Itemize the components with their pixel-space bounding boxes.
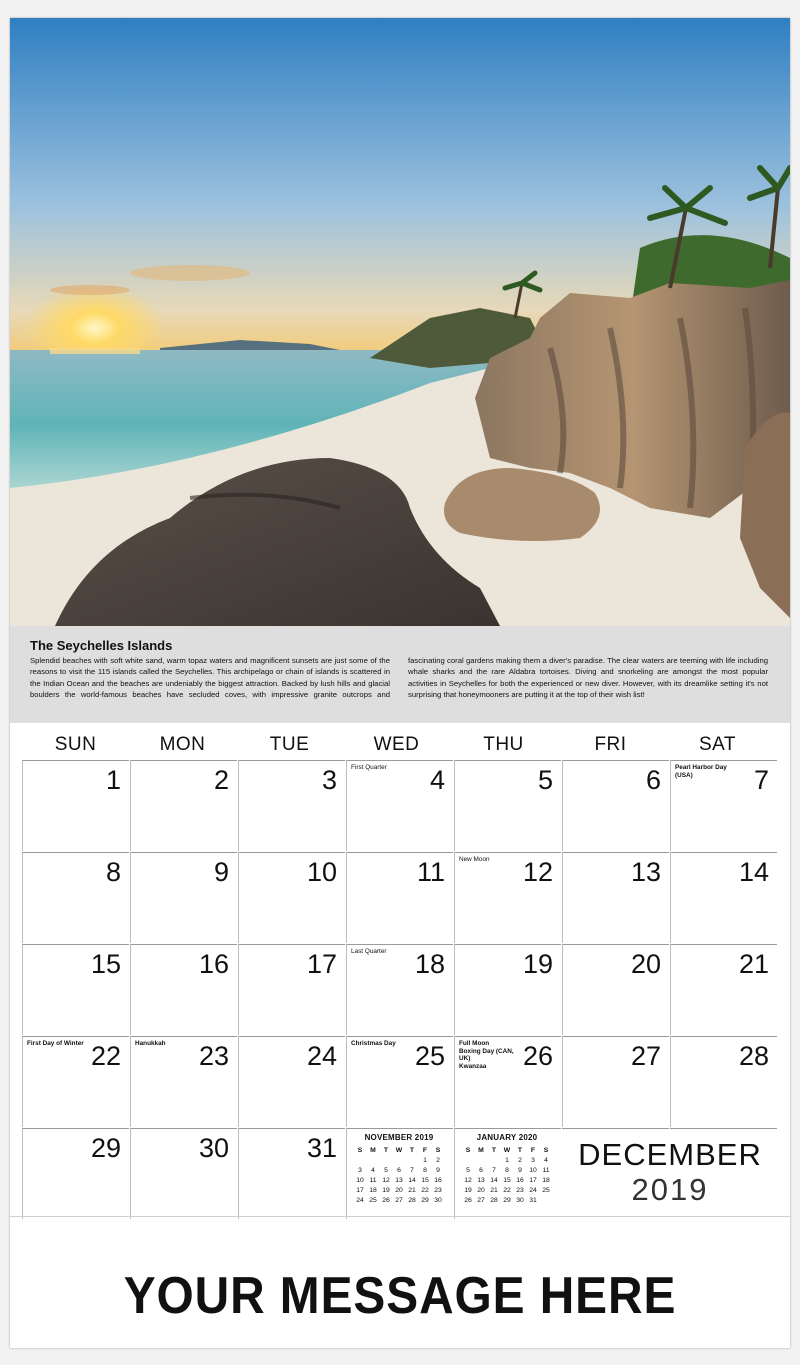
day-number: 5 <box>537 765 553 795</box>
weekday-sun: SUN <box>54 734 97 755</box>
mini-weekday: S <box>465 1146 471 1154</box>
mini-day <box>488 1155 501 1165</box>
mini-calendar-table <box>462 1145 553 1205</box>
day-number: 27 <box>630 1041 661 1071</box>
mini-day: 28 <box>490 1196 498 1204</box>
day-number: 17 <box>306 949 337 979</box>
day-cell <box>22 760 129 851</box>
mini-day: 10 <box>529 1166 537 1174</box>
mini-day <box>367 1155 380 1165</box>
mini-day: 12 <box>382 1176 390 1184</box>
day-cell <box>130 1128 237 1219</box>
mini-weekday: T <box>409 1146 415 1154</box>
day-event: New Moon <box>459 856 490 863</box>
day-cell <box>130 852 237 943</box>
mini-day: 5 <box>466 1166 470 1174</box>
mini-day: 13 <box>395 1176 403 1184</box>
mini-day: 25 <box>369 1196 377 1204</box>
mini-day: 29 <box>421 1196 429 1204</box>
mini-day: 8 <box>505 1166 509 1174</box>
weekday-thu: THU <box>483 734 524 755</box>
mini-day: 16 <box>516 1176 524 1184</box>
day-cell <box>454 944 561 1035</box>
mini-day: 30 <box>516 1196 524 1204</box>
day-number: 1 <box>105 765 121 795</box>
day-number: 25 <box>414 1041 445 1071</box>
mini-calendar-title: NOVEMBER 2019 <box>364 1133 434 1142</box>
mini-day: 26 <box>464 1196 472 1204</box>
description-body: Splendid beaches with soft white sand, warm topaz waters and magnificent sunsets are just some of the reasons to visit the 115 islands called the Seychelles. This archipelago or chain of islands is scattered in the Indian Ocean and the beaches are undeniably the biggest attraction. Backed by lush hills and glacial boulders the world-famous beaches have secluded coves, with impressive granite outcrops and fascinating coral gardens making them a diver's paradise. The clear waters are teeming with life including whale sharks and the rare Aldabra tortoises. Diving and snorkeling are amongst the most popular activities in Seychelles for both the experienced or new diver. However, with its dreamlike setting it's not surprising that honeymooners are putting it at the top of their wish list! <box>30 656 768 700</box>
day-number: 7 <box>753 765 769 795</box>
seychelles-beach-illustration <box>10 18 790 626</box>
weekday-fri: FRI <box>594 734 627 755</box>
mini-day: 23 <box>434 1186 442 1194</box>
day-cell <box>238 852 345 943</box>
day-cell <box>454 1036 561 1127</box>
day-cell <box>454 760 561 851</box>
day-cell <box>238 944 345 1035</box>
mini-weekday: T <box>383 1146 389 1154</box>
day-cell <box>346 852 453 943</box>
weekday-wed: WED <box>373 734 420 755</box>
day-number: 12 <box>522 857 553 887</box>
mini-weekday: M <box>370 1146 376 1154</box>
day-cell <box>670 852 777 943</box>
day-cell <box>562 760 669 851</box>
mini-day: 18 <box>542 1176 550 1184</box>
day-number: 6 <box>645 765 661 795</box>
day-cell <box>238 760 345 851</box>
mini-calendar-november <box>349 1133 449 1205</box>
day-cell <box>454 852 561 943</box>
mini-day: 24 <box>356 1196 364 1204</box>
calendar-page <box>10 18 790 1348</box>
day-number: 10 <box>306 857 337 887</box>
day-number: 4 <box>429 765 445 795</box>
day-number: 28 <box>738 1041 769 1071</box>
mini-day: 7 <box>492 1166 496 1174</box>
mini-day: 21 <box>490 1186 498 1194</box>
mini-day: 30 <box>434 1196 442 1204</box>
description-panel <box>10 626 790 723</box>
day-cell <box>130 760 237 851</box>
mini-day: 16 <box>434 1176 442 1184</box>
day-number: 19 <box>522 949 553 979</box>
day-number: 9 <box>213 857 229 887</box>
day-cell <box>346 760 453 851</box>
mini-weekday: F <box>422 1146 428 1154</box>
day-number: 16 <box>198 949 229 979</box>
day-cell <box>22 1036 129 1127</box>
mini-weekday: S <box>357 1146 363 1154</box>
mini-weekday: S <box>435 1146 441 1154</box>
mini-day: 29 <box>503 1196 511 1204</box>
mini-day: 22 <box>421 1186 429 1194</box>
mini-day: 18 <box>369 1186 377 1194</box>
mini-day <box>462 1155 475 1165</box>
day-cell <box>22 852 129 943</box>
mini-day: 11 <box>542 1166 550 1174</box>
mini-day: 22 <box>503 1186 511 1194</box>
mini-day: 20 <box>477 1186 485 1194</box>
day-number: 14 <box>738 857 769 887</box>
mini-day: 3 <box>358 1166 362 1174</box>
mini-calendar-january <box>457 1133 557 1205</box>
mini-day: 8 <box>423 1166 427 1174</box>
mini-day: 27 <box>395 1196 403 1204</box>
mini-weekday: M <box>478 1146 484 1154</box>
day-number: 15 <box>90 949 121 979</box>
day-cell <box>670 1036 777 1127</box>
day-number: 22 <box>90 1041 121 1071</box>
day-number: 29 <box>90 1133 121 1163</box>
mini-day: 1 <box>423 1156 427 1164</box>
day-number: 21 <box>738 949 769 979</box>
mini-day: 7 <box>410 1166 414 1174</box>
description-title: The Seychelles Islands <box>30 638 173 653</box>
mini-weekday: F <box>530 1146 536 1154</box>
day-cell <box>346 944 453 1035</box>
mini-day: 10 <box>356 1176 364 1184</box>
day-cell <box>562 944 669 1035</box>
weekday-header <box>22 730 780 760</box>
mini-day: 23 <box>516 1186 524 1194</box>
day-cell <box>238 1036 345 1127</box>
mini-day: 2 <box>436 1156 440 1164</box>
mini-weekday: T <box>517 1146 523 1154</box>
day-number: 11 <box>416 857 445 887</box>
mini-calendar-cell <box>454 1128 561 1219</box>
mini-weekday: T <box>491 1146 497 1154</box>
mini-day: 17 <box>529 1176 537 1184</box>
mini-day: 26 <box>382 1196 390 1204</box>
mini-day: 9 <box>518 1166 522 1174</box>
mini-day: 31 <box>529 1196 537 1204</box>
mini-day: 9 <box>436 1166 440 1174</box>
weekday-tue: TUE <box>269 734 310 755</box>
mini-day: 4 <box>371 1166 375 1174</box>
mini-day: 15 <box>421 1176 429 1184</box>
day-cell <box>22 1128 129 1219</box>
mini-day: 4 <box>544 1156 548 1164</box>
mini-weekday: W <box>503 1146 511 1154</box>
mini-day: 3 <box>531 1156 535 1164</box>
mini-day: 14 <box>408 1176 416 1184</box>
mini-day <box>393 1155 406 1165</box>
mini-day: 15 <box>503 1176 511 1184</box>
day-number: 23 <box>198 1041 229 1071</box>
day-cell <box>670 760 777 851</box>
day-number: 13 <box>630 857 661 887</box>
mini-day <box>380 1155 393 1165</box>
mini-day: 19 <box>464 1186 472 1194</box>
mini-weekday: W <box>395 1146 403 1154</box>
mini-day: 13 <box>477 1176 485 1184</box>
day-number: 26 <box>522 1041 553 1071</box>
weekday-mon: MON <box>159 734 206 755</box>
mini-calendar-cell <box>346 1128 453 1219</box>
day-number: 30 <box>198 1133 229 1163</box>
day-event: Pearl Harbor Day (USA) <box>675 764 727 779</box>
day-cell <box>130 1036 237 1127</box>
day-number: 31 <box>306 1133 337 1163</box>
mini-day: 11 <box>369 1176 377 1184</box>
advertiser-message: YOUR MESSAGE HERE <box>123 1267 677 1325</box>
day-number: 8 <box>105 857 121 887</box>
mini-day: 1 <box>505 1156 509 1164</box>
day-event: Christmas Day <box>351 1040 396 1047</box>
mini-day: 6 <box>479 1166 483 1174</box>
day-number: 3 <box>321 765 337 795</box>
mini-day: 27 <box>477 1196 485 1204</box>
mini-day: 6 <box>397 1166 401 1174</box>
day-cell <box>562 1036 669 1127</box>
day-event: First Day of Winter <box>27 1040 84 1047</box>
footer-divider <box>10 1216 790 1217</box>
mini-day: 20 <box>395 1186 403 1194</box>
day-event: First Quarter <box>351 764 387 771</box>
mini-day <box>406 1155 419 1165</box>
month-year: 2019 <box>631 1172 709 1207</box>
day-cell <box>346 1036 453 1127</box>
beach-photo <box>10 18 790 626</box>
mini-day: 2 <box>518 1156 522 1164</box>
day-number: 20 <box>630 949 661 979</box>
day-event: Full Moon Boxing Day (CAN, UK) Kwanzaa <box>459 1040 514 1070</box>
mini-day <box>475 1155 488 1165</box>
mini-day: 25 <box>542 1186 550 1194</box>
day-number: 2 <box>213 765 229 795</box>
day-cell <box>130 944 237 1035</box>
month-name: DECEMBER <box>578 1137 762 1172</box>
mini-day: 17 <box>356 1186 364 1194</box>
mini-day <box>540 1195 553 1205</box>
mini-day: 5 <box>384 1166 388 1174</box>
month-label <box>555 1138 785 1208</box>
day-event: Last Quarter <box>351 948 387 955</box>
mini-day: 12 <box>464 1176 472 1184</box>
day-cell <box>238 1128 345 1219</box>
mini-day: 14 <box>490 1176 498 1184</box>
weekday-sat: SAT <box>698 734 737 755</box>
mini-day: 19 <box>382 1186 390 1194</box>
day-number: 18 <box>414 949 445 979</box>
mini-day: 21 <box>408 1186 416 1194</box>
mini-day <box>354 1155 367 1165</box>
mini-day: 24 <box>529 1186 537 1194</box>
day-event: Hanukkah <box>135 1040 166 1047</box>
mini-calendar-title: JANUARY 2020 <box>476 1133 538 1142</box>
day-cell <box>670 944 777 1035</box>
day-cell <box>562 852 669 943</box>
mini-day: 28 <box>408 1196 416 1204</box>
mini-calendar-table <box>354 1145 445 1205</box>
day-number: 24 <box>306 1041 337 1071</box>
day-cell <box>22 944 129 1035</box>
mini-weekday: S <box>543 1146 549 1154</box>
